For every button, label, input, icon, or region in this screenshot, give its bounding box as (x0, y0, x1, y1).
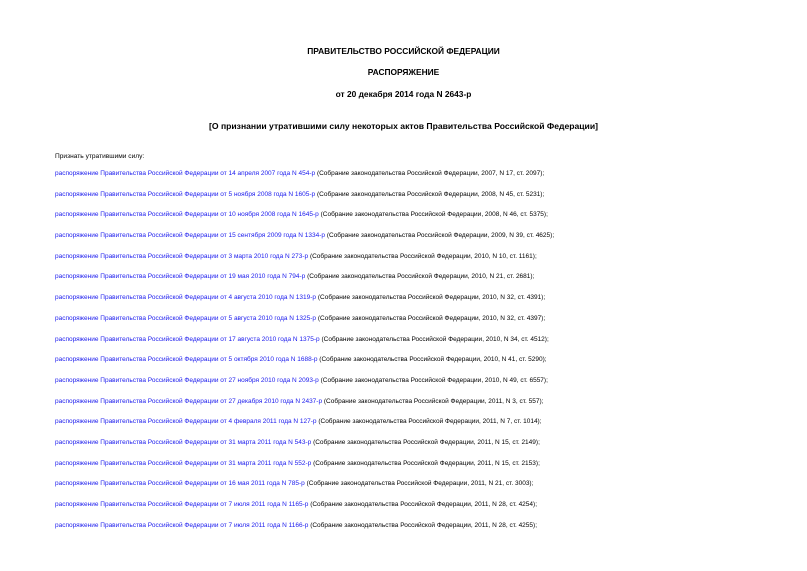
act-link[interactable]: распоряжение Правительства Российской Федерации от 19 мая 2010 года N 794-р (55, 273, 306, 281)
publication-source: (Собрание законодательства Российской Федерации, 2009, N 39, ст. 4625); (325, 232, 555, 240)
list-item (55, 437, 554, 458)
act-link[interactable]: распоряжение Правительства Российской Федерации от 5 ноября 2008 года N 1605-р (55, 190, 316, 198)
list-item (55, 189, 554, 210)
list-item (55, 416, 554, 437)
list-item (55, 354, 554, 375)
act-link[interactable]: распоряжение Правительства Российской Федерации от 14 апреля 2007 года N 454-р (55, 170, 316, 177)
act-link[interactable]: распоряжение Правительства Российской Федерации от 5 октября 2010 года N 1688-р (55, 356, 318, 364)
act-link[interactable]: распоряжение Правительства Российской Федерации от 31 марта 2011 года N 552-р (55, 459, 312, 467)
publication-source: (Собрание законодательства Российской Федерации, 2011, N 3, ст. 557); (322, 397, 544, 405)
publication-source: (Собрание законодательства Российской Федерации, 2011, N 7, ст. 1014); (316, 418, 542, 426)
publication-source: (Собрание законодательства Российской Федерации, 2010, N 32, ст. 4391); (316, 294, 546, 302)
publication-source: (Собрание законодательства Российской Федерации, 2010, N 41, ст. 5290); (317, 356, 547, 364)
publication-source: (Собрание законодательства Российской Федерации, 2010, N 21, ст. 2681); (305, 273, 535, 281)
document-title: [О признании утратившими силу некоторых актов Правительства Российской Федерации] (209, 121, 598, 131)
act-link[interactable]: распоряжение Правительства Российской Федерации от 16 мая 2011 года N 785-р (55, 480, 305, 488)
publication-source: (Собрание законодательства Российской Федерации, 2011, N 15, ст. 2153); (311, 459, 540, 467)
list-item (55, 499, 554, 520)
repealed-acts-list (55, 168, 554, 540)
publication-source: (Собрание законодательства Российской Федерации, 2011, N 28, ст. 4255); (308, 521, 538, 529)
government-heading: ПРАВИТЕЛЬСТВО РОССИЙСКОЙ ФЕДЕРАЦИИ (307, 46, 500, 56)
publication-source: (Собрание законодательства Российской Федерации, 2008, N 46, ст. 5375); (318, 211, 548, 219)
list-item (55, 334, 554, 355)
list-item (55, 292, 554, 313)
publication-source: (Собрание законодательства Российской Федерации, 2010, N 10, ст. 1161); (308, 252, 537, 260)
document-type-heading: РАСПОРЯЖЕНИЕ (367, 67, 440, 77)
act-link[interactable]: распоряжение Правительства Российской Федерации от 4 февраля 2011 года N 127-р (55, 418, 317, 426)
publication-source: (Собрание законодательства Российской Федерации, 2011, N 28, ст. 4254); (308, 501, 538, 508)
list-item (55, 168, 554, 189)
list-item (55, 209, 554, 230)
list-item (55, 478, 554, 499)
list-item (55, 520, 554, 541)
publication-source: (Собрание законодательства Российской Федерации, 2007, N 17, ст. 2097); (315, 170, 545, 177)
act-link[interactable]: распоряжение Правительства Российской Федерации от 27 ноября 2010 года N 2093-р (55, 376, 319, 384)
publication-source: (Собрание законодательства Российской Федерации, 2010, N 34, ст. 4512); (319, 335, 549, 343)
act-link[interactable]: распоряжение Правительства Российской Федерации от 7 июля 2011 года N 1166-р (55, 521, 309, 529)
list-item (55, 313, 554, 334)
list-item (55, 251, 554, 272)
publication-source: (Собрание законодательства Российской Федерации, 2010, N 49, ст. 6557); (318, 376, 548, 384)
act-link[interactable]: распоряжение Правительства Российской Федерации от 31 марта 2011 года N 543-р (55, 438, 312, 446)
list-item (55, 396, 554, 417)
act-link[interactable]: распоряжение Правительства Российской Федерации от 5 августа 2010 года N 1325-р (55, 314, 317, 322)
list-item (55, 375, 554, 396)
act-link[interactable]: распоряжение Правительства Российской Федерации от 10 ноября 2008 года N 1645-р (55, 211, 319, 219)
act-link[interactable]: распоряжение Правительства Российской Федерации от 27 декабря 2010 года N 2437-р (55, 397, 323, 405)
act-link[interactable]: распоряжение Правительства Российской Федерации от 15 сентября 2009 года N 1334-р (55, 232, 326, 240)
document-date-number: от 20 декабря 2014 года N 2643-р (335, 89, 472, 99)
act-link[interactable]: распоряжение Правительства Российской Федерации от 17 августа 2010 года N 1375-р (55, 335, 320, 343)
list-item (55, 458, 554, 479)
publication-source: (Собрание законодательства Российской Федерации, 2010, N 32, ст. 4397); (316, 314, 546, 322)
act-link[interactable]: распоряжение Правительства Российской Федерации от 3 марта 2010 года N 273-р (55, 252, 309, 260)
publication-source: (Собрание законодательства Российской Федерации, 2011, N 15, ст. 2149); (311, 438, 540, 446)
publication-source: (Собрание законодательства Российской Федерации, 2008, N 45, ст. 5231); (315, 190, 545, 198)
intro-text: Признать утратившими силу: (55, 153, 145, 160)
act-link[interactable]: распоряжение Правительства Российской Федерации от 4 августа 2010 года N 1319-р (55, 294, 317, 302)
list-item (55, 271, 554, 292)
act-link[interactable]: распоряжение Правительства Российской Федерации от 7 июля 2011 года N 1165-р (55, 501, 309, 508)
list-item (55, 230, 554, 251)
publication-source: (Собрание законодательства Российской Федерации, 2011, N 21, ст. 3003); (304, 480, 534, 488)
